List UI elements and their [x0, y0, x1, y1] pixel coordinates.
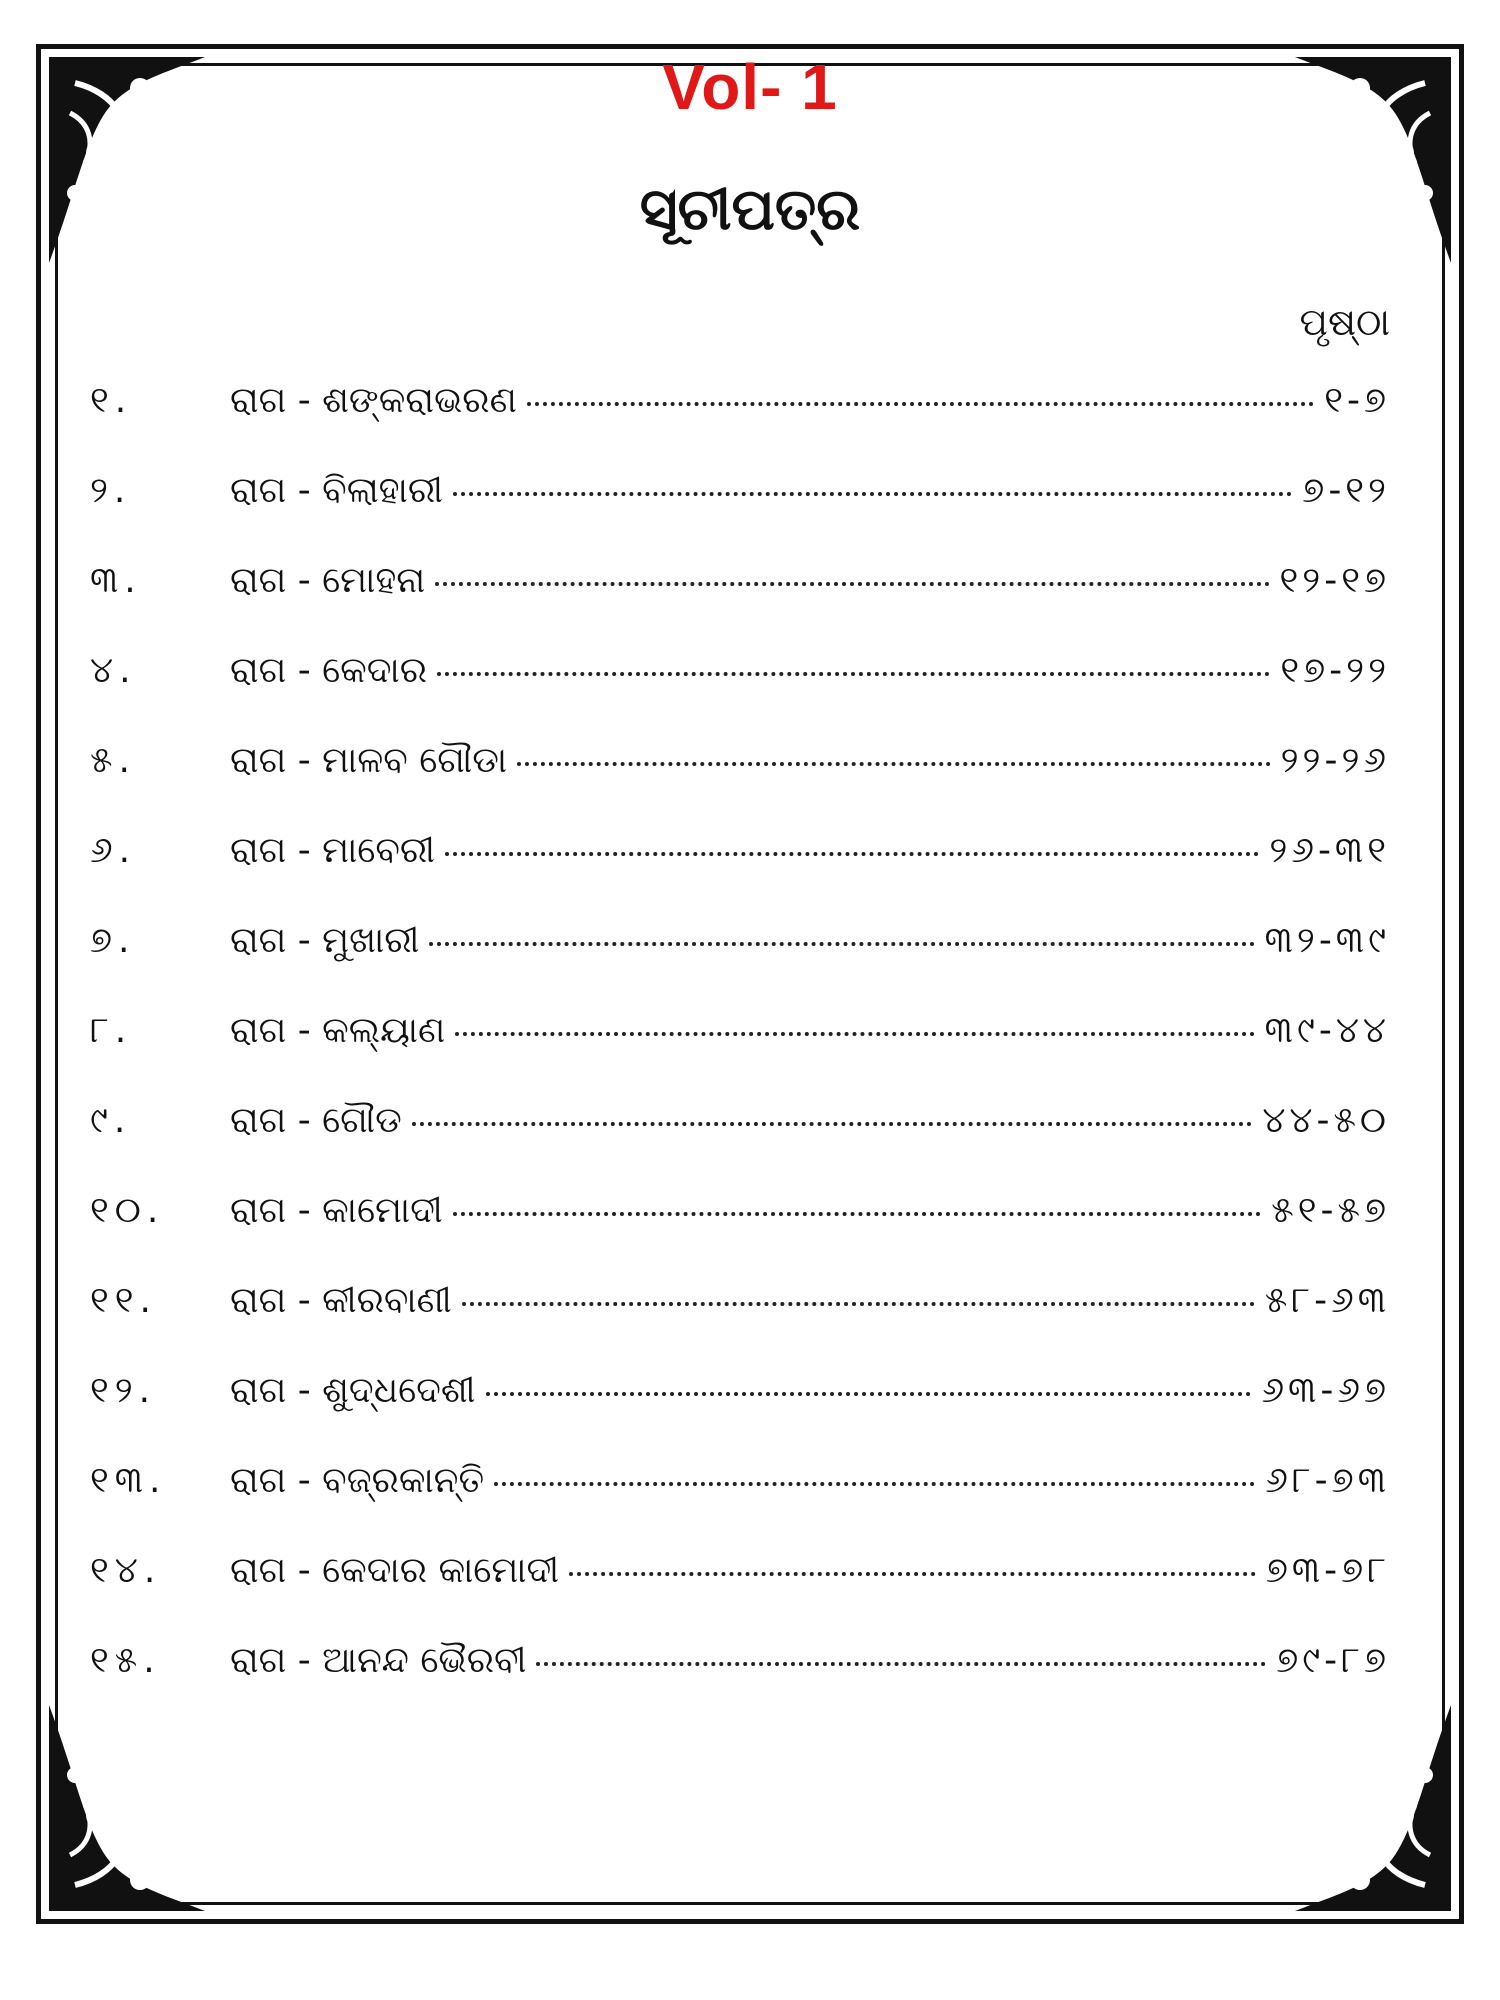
toc-entry-pages: ୬୩-୬୭ — [1261, 1370, 1390, 1411]
toc-row — [90, 1190, 1390, 1280]
toc-row — [90, 650, 1390, 740]
toc-entry-pages: ୭-୧୨ — [1302, 470, 1390, 511]
dotted-leader — [455, 1032, 1254, 1036]
toc-row — [90, 1280, 1390, 1370]
toc-entry-pages: ୧୨-୧୭ — [1279, 560, 1390, 601]
dotted-leader — [569, 1572, 1256, 1576]
page-column-label: ପୃଷ୍ଠା — [1299, 300, 1390, 344]
toc-row — [90, 470, 1390, 560]
toc-row — [90, 1100, 1390, 1190]
toc-entry-title: ରାଗ - ମାଳବ ଗୌଡା — [230, 740, 508, 781]
toc-entry-title: ରାଗ - କୀରବାଣୀ — [230, 1280, 452, 1321]
toc-entry-title: ରାଗ - ମୁଖାରୀ — [230, 920, 420, 961]
toc-entry-pages: ୧-୭ — [1324, 380, 1390, 421]
toc-row — [90, 560, 1390, 650]
toc-entry-title: ରାଗ - ମାବେରୀ — [230, 830, 436, 871]
dotted-leader — [517, 762, 1271, 766]
toc-entry-title: ରାଗ - କେଦାର — [230, 650, 428, 691]
toc-entry-number: ୧୫. — [90, 1640, 161, 1681]
toc-entry-pages: ୨୨-୨୬ — [1280, 740, 1390, 781]
dotted-leader — [527, 402, 1314, 406]
toc-entry-title: ରାଗ - ବିଲାହାରୀ — [230, 470, 443, 511]
toc-row — [90, 920, 1390, 1010]
toc-entry-number: ୧୪. — [90, 1550, 162, 1591]
toc-entry-pages: ୩୯-୪୪ — [1264, 1010, 1390, 1051]
toc-entry-number: ୧୦. — [90, 1190, 165, 1231]
dotted-leader — [445, 852, 1259, 856]
toc-entry-number: ୯. — [90, 1100, 132, 1141]
dotted-leader — [486, 1392, 1252, 1396]
toc-row — [90, 1460, 1390, 1550]
toc-entry-title: ରାଗ - ଶଙ୍କରାଭରଣ — [230, 380, 517, 421]
toc-entry-title: ରାଗ - ଗୌଡ — [230, 1100, 402, 1141]
toc-entry-pages: ୭୯-୮୭ — [1276, 1640, 1390, 1681]
toc-entry-number: ୬. — [90, 830, 137, 871]
toc-entry-title: ରାଗ - ବଜ୍ରକାନ୍ତି — [230, 1460, 485, 1501]
dotted-leader — [437, 672, 1270, 676]
table-of-contents — [90, 380, 1390, 1730]
page-title: ସୂଚୀପତ୍ର — [639, 175, 861, 243]
toc-entry-pages: ୬୮-୭୩ — [1265, 1460, 1390, 1501]
dotted-leader — [453, 1212, 1262, 1216]
toc-entry-number: ୭. — [90, 920, 136, 961]
toc-entry-number: ୫. — [90, 740, 136, 781]
toc-row — [90, 830, 1390, 920]
toc-row — [90, 1640, 1390, 1730]
toc-row — [90, 1370, 1390, 1460]
toc-entry-pages: ୭୩-୭୮ — [1265, 1550, 1390, 1591]
volume-label: Vol- 1 — [662, 51, 838, 123]
dotted-leader — [494, 1482, 1255, 1486]
toc-entry-number: ୧୨. — [90, 1370, 157, 1411]
toc-entry-title: ରାଗ - କାମୋଦୀ — [230, 1190, 443, 1231]
toc-entry-pages: ୫୮-୬୩ — [1264, 1280, 1390, 1321]
dotted-leader — [453, 492, 1292, 496]
toc-entry-pages: ୪୪-୫୦ — [1262, 1100, 1390, 1141]
toc-entry-title: ରାଗ - କେଦାର କାମୋଦୀ — [230, 1550, 560, 1591]
dotted-leader — [536, 1662, 1266, 1666]
toc-entry-number: ୧୩. — [90, 1460, 167, 1501]
toc-entry-title: ରାଗ - କଲ୍ୟାଣ — [230, 1010, 446, 1051]
toc-entry-pages: ୨୬-୩୧ — [1269, 830, 1390, 871]
toc-row — [90, 1550, 1390, 1640]
toc-entry-number: ୧. — [90, 380, 133, 421]
toc-entry-pages: ୫୧-୫୭ — [1271, 1190, 1390, 1231]
toc-entry-number: ୧୧. — [90, 1280, 157, 1321]
toc-entry-number: ୨. — [90, 470, 132, 511]
toc-row — [90, 1010, 1390, 1100]
dotted-leader — [429, 942, 1254, 946]
toc-entry-pages: ୩୨-୩୯ — [1264, 920, 1390, 961]
dotted-leader — [412, 1122, 1253, 1126]
toc-entry-pages: ୧୭-୨୨ — [1280, 650, 1390, 691]
toc-row — [90, 380, 1390, 470]
dotted-leader — [435, 582, 1269, 586]
toc-entry-title: ରାଗ - ମୋହନା — [230, 560, 426, 601]
toc-entry-number: ୩. — [90, 560, 142, 601]
toc-row — [90, 740, 1390, 830]
toc-entry-number: ୮. — [90, 1010, 133, 1051]
toc-entry-number: ୪. — [90, 650, 137, 691]
toc-entry-title: ରାଗ - ଶୁଦ୍ଧଦେଶୀ — [230, 1370, 476, 1411]
dotted-leader — [462, 1302, 1255, 1306]
toc-entry-title: ରାଗ - ଆନନ୍ଦ ଭୈରବୀ — [230, 1640, 527, 1681]
